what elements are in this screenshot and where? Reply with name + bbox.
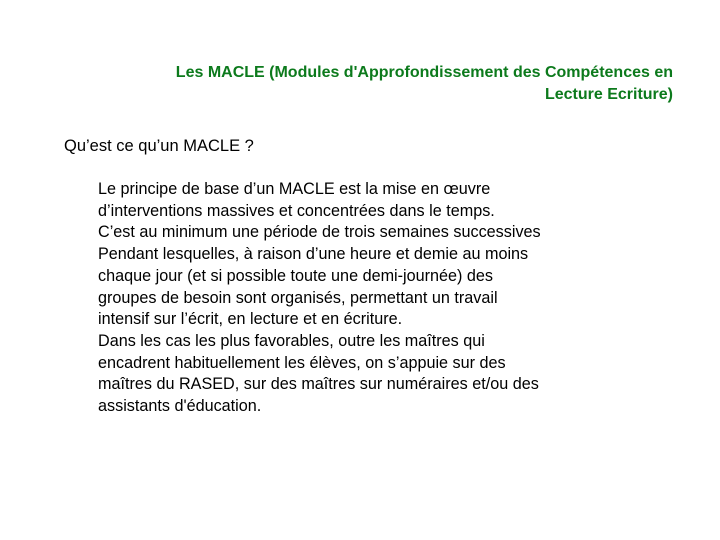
question-heading: Qu’est ce qu’un MACLE ?: [64, 137, 254, 155]
body-paragraph: [98, 179, 618, 418]
body-line: maîtres du RASED, sur des maîtres sur numéraires et/ou des: [98, 375, 539, 394]
slide-title-line: Lecture Ecriture): [544, 86, 673, 103]
body-line: encadrent habituellement les élèves, on s’appuie sur des: [98, 353, 506, 372]
body-line: assistants d'éducation.: [98, 397, 262, 416]
body-line: Dans les cas les plus favorables, outre les maîtres qui: [98, 331, 485, 350]
body-line: d’interventions massives et concentrées dans le temps.: [98, 201, 495, 220]
slide-title-line: Les MACLE (Modules d'Approfondissement des Compétences en: [175, 64, 673, 81]
body-line: chaque jour (et si possible toute une demi-journée) des: [98, 266, 494, 285]
body-line: Pendant lesquelles, à raison d’une heure et demie au moins: [98, 245, 529, 264]
body-line: Le principe de base d’un MACLE est la mise en œuvre: [98, 180, 491, 198]
body-line: groupes de besoin sont organisés, permettant un travail: [98, 288, 498, 307]
body-line: intensif sur l’écrit, en lecture et en écriture.: [98, 310, 403, 329]
body-line: C’est au minimum une période de trois semaines successives: [98, 223, 541, 242]
slide-title: [73, 62, 673, 106]
